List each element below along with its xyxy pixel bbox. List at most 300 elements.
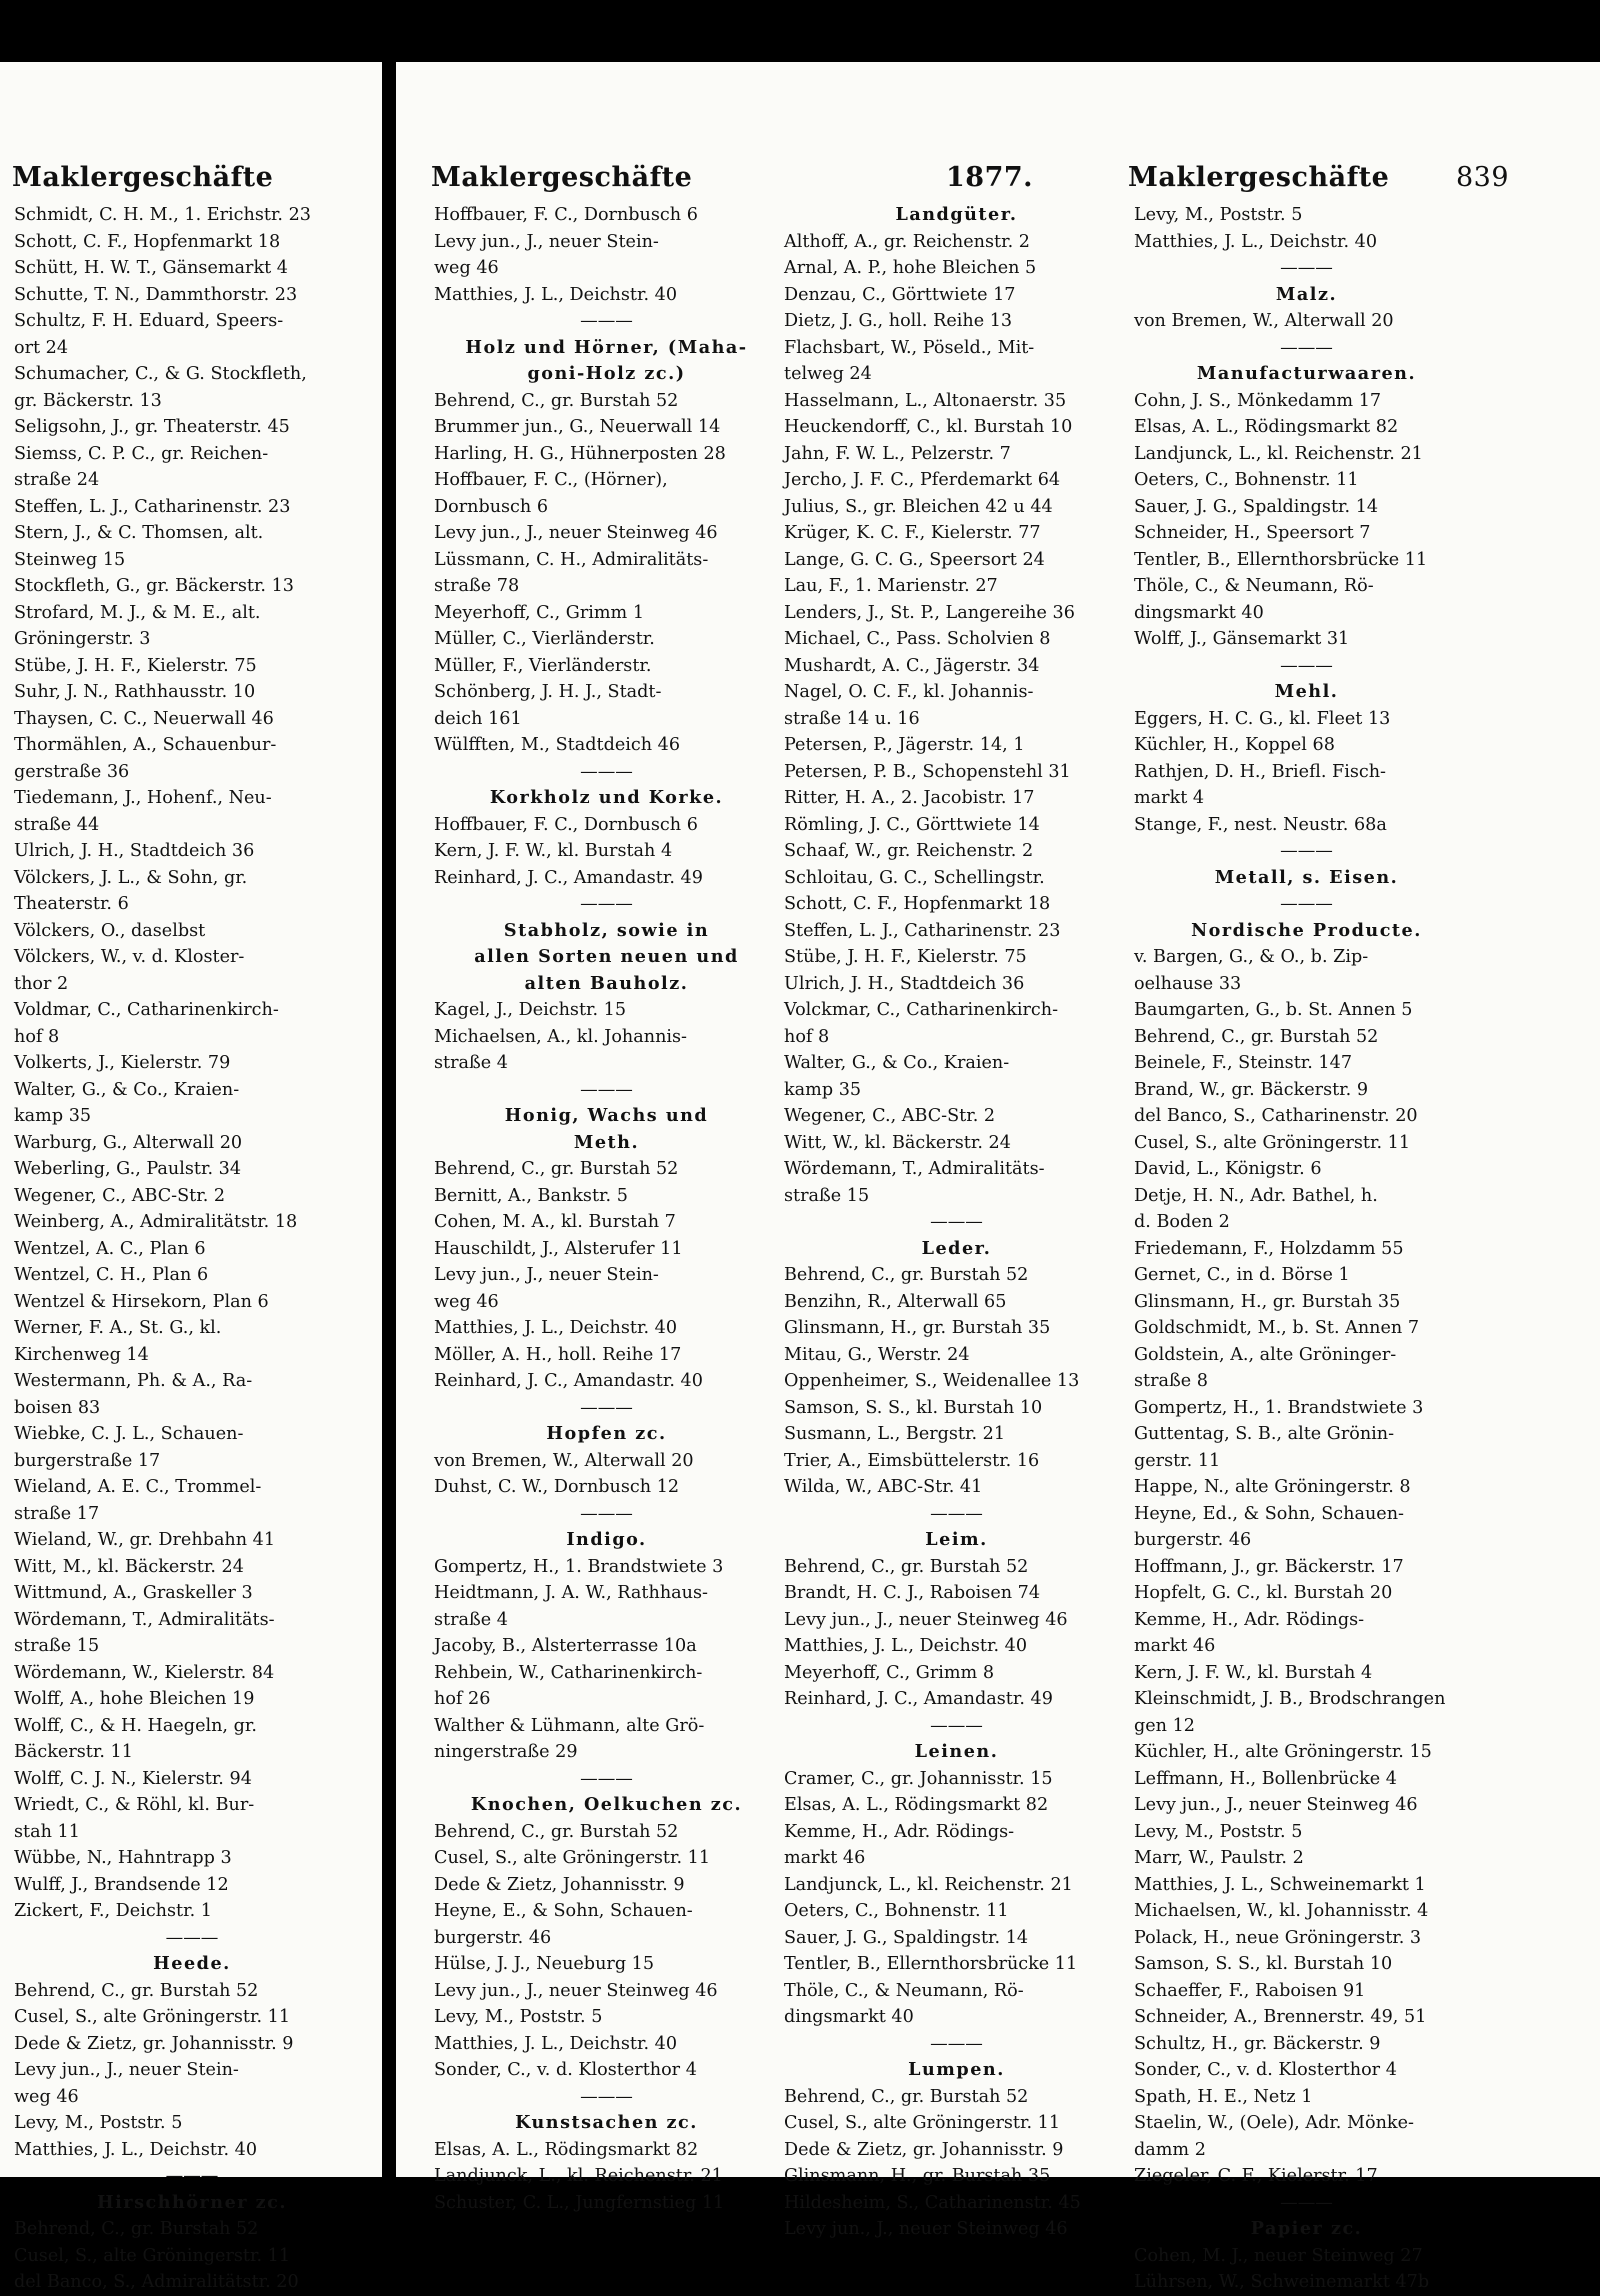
directory-entry: dingsmarkt 40 [1134,602,1264,623]
directory-entry: Jercho, J. F. C., Pferdemarkt 64 [784,470,1061,490]
section-heading: Meth. [573,1131,640,1153]
directory-entry: Steffen, L. J., Catharinenstr. 23 [14,496,291,517]
directory-entry: Schaaf, W., gr. Reichenstr. 2 [784,841,1034,861]
directory-entry: Matthies, J. L., Schweinemarkt 1 [1134,1874,1426,1895]
directory-entry: Werner, F. A., St. G., kl. [14,1318,222,1338]
directory-entry: Gernet, C., in d. Börse 1 [1134,1265,1350,1285]
directory-entry: Cohn, J. S., Mönkedamm 17 [1134,390,1382,411]
section-divider: ——— [580,311,633,331]
directory-entry: Stübe, J. H. F., Kielerstr. 75 [14,655,257,676]
directory-entry: markt 46 [1134,1636,1216,1656]
directory-entry: Cusel, S., alte Gröningerstr. 11 [14,2245,291,2266]
year-heading: 1877. [946,162,1034,193]
directory-entry: Schütt, H. W. T., Gänsemarkt 4 [14,258,288,278]
directory-entry: Landjunck, L., kl. Reichenstr. 21 [434,2166,723,2186]
section-divider: ——— [580,1503,633,1524]
section-divider: ——— [1280,841,1333,861]
directory-entry: Wilda, W., ABC-Str. 41 [784,1477,983,1497]
directory-entry: Landjunck, L., kl. Reichenstr. 21 [1134,443,1423,464]
section-divider: ——— [580,761,633,782]
directory-entry: Beinele, F., Steinstr. 147 [1134,1053,1353,1073]
directory-entry: Hopfelt, G. C., kl. Burstah 20 [1134,1583,1393,1603]
directory-entry: Weinberg, A., Admiralitätstr. 18 [14,1212,298,1232]
directory-entry: Wentzel, A. C., Plan 6 [14,1238,206,1259]
section-heading: Nordische Producte. [1191,919,1422,941]
section-divider: ——— [1280,655,1333,676]
directory-entry: Steffen, L. J., Catharinenstr. 23 [784,920,1061,941]
section-divider: ——— [1280,258,1333,278]
directory-entry: burgerstr. 46 [1134,1530,1252,1550]
directory-entry: Steinweg 15 [14,549,126,570]
directory-entry: Nagel, O. C. F., kl. Johannis- [784,682,1034,702]
section-heading: Leder. [921,1237,992,1259]
directory-entry: Schloitau, G. C., Schellingstr. [784,867,1045,888]
directory-entry: Hildesheim, S., Catharinenstr. 45 [784,2192,1081,2213]
directory-entry: v. Bargen, G., & O., b. Zip- [1134,947,1369,967]
directory-entry: Schott, C. F., Hopfenmarkt 18 [784,894,1051,914]
section-heading: Papier zc. [1250,2218,1363,2239]
directory-entry: Marr, W., Paulstr. 2 [1134,1848,1304,1868]
directory-entry: markt 46 [784,1848,866,1868]
directory-entry: Brandt, H. C. J., Raboisen 74 [784,1583,1041,1603]
directory-entry: Brummer jun., G., Neuerwall 14 [434,417,721,437]
section-divider: ——— [580,1397,633,1418]
directory-entry: Cohen, M. J., neuer Steinweg 27 [1134,2245,1423,2266]
directory-entry: Brand, W., gr. Bäckerstr. 9 [1134,1079,1369,1100]
directory-entry: Samson, S. S., kl. Burstah 10 [784,1397,1043,1418]
directory-entry: Matthies, J. L., Deichstr. 40 [434,2033,678,2054]
directory-entry: Behrend, C., gr. Burstah 52 [784,1265,1029,1285]
directory-entry: Thaysen, C. C., Neuerwall 46 [14,708,274,729]
directory-entry: Möller, A. H., holl. Reihe 17 [434,1344,682,1365]
directory-entry: Schumacher, C., & G. Stockfleth, [14,364,307,384]
directory-entry: Happe, N., alte Gröningerstr. 8 [1134,1477,1411,1497]
directory-entry: Behrend, C., gr. Burstah 52 [14,2219,259,2239]
directory-entry: markt 4 [1134,788,1205,808]
directory-entry: Mushardt, A. C., Jägerstr. 34 [784,655,1040,676]
directory-entry: Wördemann, W., Kielerstr. 84 [14,1662,275,1683]
directory-entry: Michael, C., Pass. Scholvien 8 [784,629,1051,649]
directory-entry: Sonder, C., v. d. Klosterthor 4 [1134,2060,1397,2080]
directory-entry: Voldmar, C., Catharinenkirch- [14,1000,279,1020]
directory-entry: Levy, M., Poststr. 5 [1134,1821,1303,1842]
directory-entry: gerstraße 36 [14,761,130,782]
directory-entry: Petersen, P., Jägerstr. 14, 1 [784,735,1025,755]
section-heading: Heede. [153,1953,231,1974]
section-heading: Landgüter. [895,204,1018,225]
directory-entry: von Bremen, W., Alterwall 20 [434,1450,694,1471]
directory-entry: Schultz, F. H. Eduard, Speers- [14,311,284,331]
directory-entry: Behrend, C., gr. Burstah 52 [784,1556,1029,1577]
directory-entry: Althoff, A., gr. Reichenstr. 2 [784,231,1030,252]
directory-entry: Westermann, Ph. & A., Ra- [14,1371,253,1391]
section-divider: ——— [1280,894,1333,914]
directory-entry: Küchler, H., Koppel 68 [1134,735,1335,755]
directory-entry: Dede & Zietz, Johannisstr. 9 [434,1874,685,1895]
directory-entry: Behrend, C., gr. Burstah 52 [1134,1026,1379,1047]
directory-entry: Meyerhoff, C., Grimm 8 [784,1662,995,1683]
section-heading: Metall, s. Eisen. [1214,866,1399,888]
directory-entry: Heidtmann, J. A. W., Rathhaus- [434,1583,708,1603]
directory-entry: Ritter, H. A., 2. Jacobistr. 17 [784,788,1035,808]
directory-entry: Behrend, C., gr. Burstah 52 [434,1821,679,1842]
directory-entry: Seligsohn, J., gr. Theaterstr. 45 [14,417,290,437]
directory-entry: Oeters, C., Bohnenstr. 11 [1134,470,1359,490]
directory-entry: Susmann, L., Bergstr. 21 [784,1424,1006,1444]
directory-entry: weg 46 [14,2086,79,2107]
directory-entry: Stockfleth, G., gr. Bäckerstr. 13 [14,576,294,596]
directory-entry: straße 15 [14,1636,100,1656]
directory-entry: Thöle, C., & Neumann, Rö- [1134,576,1374,596]
directory-entry: gerstr. 11 [1134,1450,1221,1471]
section-heading: Mehl. [1274,681,1339,702]
directory-entry: Wentzel, C. H., Plan 6 [14,1265,209,1285]
directory-entry: Denzau, C., Görttwiete 17 [784,284,1016,305]
directory-entry: Stange, F., nest. Neustr. 68a [1134,814,1387,835]
directory-entry: burgerstr. 46 [434,1927,552,1948]
section-divider: ——— [930,1503,983,1524]
directory-entry: Stübe, J. H. F., Kielerstr. 75 [784,947,1027,967]
directory-entry: straße 4 [434,1609,508,1630]
section-heading: Honig, Wachs und [504,1105,709,1126]
directory-entry: Levy jun., J., neuer Stein- [434,231,659,252]
directory-entry: Kirchenweg 14 [14,1344,149,1365]
directory-entry: Rathjen, D. H., Briefl. Fisch- [1134,761,1386,782]
directory-entry: Wolff, C. J. N., Kielerstr. 94 [14,1768,252,1789]
directory-entry: Trier, A., Eimsbüttelerstr. 16 [784,1450,1040,1471]
directory-entry: Wördemann, T., Admiralitäts- [784,1159,1045,1179]
directory-entry: Levy jun., J., neuer Steinweg 46 [784,2219,1068,2239]
directory-entry: Spath, H. E., Netz 1 [1134,2086,1313,2107]
directory-entry: Wegener, C., ABC-Str. 2 [784,1106,996,1126]
directory-entry: Wulff, J., Brandsende 12 [14,1874,229,1895]
directory-entry: Schuster, C. L., Jungfernstieg 11 [434,2192,725,2213]
directory-entry: Glinsmann, H., gr. Burstah 35 [1134,1291,1401,1312]
directory-entry: Elsas, A. L., Rödingsmarkt 82 [784,1795,1049,1815]
directory-entry: Cusel, S., alte Gröningerstr. 11 [14,2007,291,2027]
directory-entry: Kemme, H., Adr. Rödings- [1134,1609,1365,1630]
directory-entry: Witt, M., kl. Bäckerstr. 24 [14,1556,244,1577]
directory-entry: Heyne, Ed., & Sohn, Schauen- [1134,1503,1404,1524]
section-heading: alten Bauholz. [524,972,689,994]
directory-entry: Detje, H. N., Adr. Bathel, h. [1134,1185,1378,1206]
directory-entry: Behrend, C., gr. Burstah 52 [14,1980,259,2001]
directory-entry: Kleinschmidt, J. B., Brodschrangen [1134,1689,1446,1709]
directory-entry: Schneider, H., Speersort 7 [1134,523,1371,543]
directory-entry: Thormählen, A., Schauenbur- [14,735,277,755]
directory-entry: Flachsbart, W., Pöseld., Mit- [784,337,1035,358]
right-header-right: Maklergeschäfte [1128,162,1390,193]
directory-entry: Dietz, J. G., holl. Reihe 13 [784,311,1013,331]
page-number: 839 [1456,162,1510,193]
directory-entry: David, L., Königstr. 6 [1134,1159,1322,1179]
directory-entry: Stern, J., & C. Thomsen, alt. [14,523,264,543]
directory-entry: Reinhard, J. C., Amandastr. 49 [434,867,703,888]
directory-entry: gr. Bäckerstr. 13 [14,390,162,411]
section-heading: Holz und Hörner, (Maha- [465,336,748,358]
directory-entry: Samson, S. S., kl. Burstah 10 [1134,1954,1393,1974]
directory-entry: Reinhard, J. C., Amandastr. 49 [784,1689,1053,1709]
right-column-1 [434,202,779,2216]
section-heading: Knochen, Oelkuchen zc. [470,1794,743,1815]
directory-entry: Wriedt, C., & Röhl, kl. Bur- [14,1795,255,1815]
section-heading: allen Sorten neuen und [474,946,739,967]
section-divider: ——— [1280,337,1333,358]
directory-entry: Dede & Zietz, gr. Johannisstr. 9 [14,2033,294,2054]
directory-entry: Schmidt, C. H. M., 1. Erichstr. 23 [14,205,311,225]
directory-entry: Sauer, J. G., Spaldingstr. 14 [1134,496,1379,517]
directory-entry: Wegener, C., ABC-Str. 2 [14,1185,226,1206]
right-column-3 [1134,202,1479,2296]
directory-entry: telweg 24 [784,364,872,384]
directory-entry: Bäckerstr. 11 [14,1742,133,1762]
section-divider: ——— [930,2033,983,2054]
directory-entry: Hoffbauer, F. C., Dornbusch 6 [434,205,698,225]
directory-entry: Dornbusch 6 [434,496,549,517]
directory-entry: Michaelsen, W., kl. Johannisstr. 4 [1134,1901,1429,1921]
directory-entry: Thöle, C., & Neumann, Rö- [784,1980,1024,2001]
directory-entry: Römling, J. C., Görttwiete 14 [784,814,1040,835]
directory-entry: Eggers, H. C. G., kl. Fleet 13 [1134,708,1391,729]
directory-entry: Völckers, O., daselbst [14,920,206,941]
section-heading: Korkholz und Korke. [489,787,724,808]
directory-entry: Weberling, G., Paulstr. 34 [14,1159,242,1179]
directory-entry: Volkerts, J., Kielerstr. 79 [14,1053,231,1073]
directory-entry: Matthies, J. L., Deichstr. 40 [434,284,678,305]
directory-entry: Elsas, A. L., Rödingsmarkt 82 [434,2139,699,2160]
section-divider: ——— [580,1768,633,1789]
directory-entry: hof 8 [784,1026,830,1047]
directory-entry: Levy, M., Poststr. 5 [14,2113,183,2133]
directory-entry: Müller, C., Vierländerstr. [434,629,655,649]
directory-entry: Cusel, S., alte Gröningerstr. 11 [784,2113,1061,2133]
directory-entry: Leffmann, H., Bollenbrücke 4 [1134,1768,1397,1789]
directory-entry: straße 15 [784,1185,870,1206]
directory-entry: Gompertz, H., 1. Brandstwiete 3 [434,1556,724,1577]
directory-entry: Matthies, J. L., Deichstr. 40 [784,1636,1028,1656]
left-column [14,202,370,2296]
directory-entry: Cohen, M. A., kl. Burstah 7 [434,1212,676,1232]
directory-entry: ort 24 [14,337,69,358]
directory-entry: Levy jun., J., neuer Stein- [434,1265,659,1285]
directory-entry: Kern, J. F. W., kl. Burstah 4 [434,841,673,861]
directory-entry: Rehbein, W., Catharinenkirch- [434,1662,703,1683]
section-divider: ——— [165,1927,219,1948]
directory-entry: Reinhard, J. C., Amandastr. 40 [434,1371,703,1391]
directory-entry: Walter, G., & Co., Kraien- [14,1079,240,1100]
directory-entry: Witt, W., kl. Bäckerstr. 24 [784,1132,1011,1153]
directory-entry: Meyerhoff, C., Grimm 1 [434,602,645,623]
directory-entry: Goldstein, A., alte Gröninger- [1134,1344,1397,1365]
directory-entry: Kagel, J., Deichstr. 15 [434,1000,627,1020]
directory-entry: straße 44 [14,814,100,835]
directory-entry: Hoffbauer, F. C., (Hörner), [434,470,668,490]
directory-entry: Benzihn, R., Alterwall 65 [784,1291,1007,1312]
directory-entry: Hasselmann, L., Altonaerstr. 35 [784,390,1067,411]
directory-entry: Harling, H. G., Hühnerposten 28 [434,443,726,464]
directory-entry: del Banco, S., Admiralitätstr. 20 [14,2272,299,2292]
section-divider: ——— [165,2166,219,2186]
directory-entry: Schaeffer, F., Raboisen 91 [1134,1980,1366,2001]
directory-entry: Zickert, F., Deichstr. 1 [14,1901,212,1921]
directory-entry: Hülse, J. J., Neueburg 15 [434,1954,655,1974]
directory-entry: straße 24 [14,470,100,490]
directory-entry: Schultz, H., gr. Bäckerstr. 9 [1134,2033,1381,2054]
directory-entry: Suhr, J. N., Rathhausstr. 10 [14,682,256,702]
directory-entry: dingsmarkt 40 [784,2007,914,2027]
directory-entry: Völckers, W., v. d. Kloster- [14,947,245,967]
section-heading: Malz. [1275,283,1338,305]
directory-entry: Cramer, C., gr. Johannisstr. 15 [784,1768,1053,1789]
directory-entry: boisen 83 [14,1397,101,1418]
section-heading: Manufacturwaaren. [1196,363,1417,384]
directory-entry: Ulrich, J. H., Stadtdeich 36 [14,841,255,861]
section-divider: ——— [580,1079,633,1100]
section-heading: Lumpen. [908,2059,1005,2080]
directory-entry: Levy jun., J., neuer Stein- [14,2060,239,2080]
directory-entry: Behrend, C., gr. Burstah 52 [434,1159,679,1179]
directory-entry: Küchler, H., alte Gröningerstr. 15 [1134,1742,1432,1762]
directory-entry: Levy, M., Poststr. 5 [434,2007,603,2027]
directory-entry: Wolff, J., Gänsemarkt 31 [1134,629,1350,649]
directory-entry: Polack, H., neue Gröningerstr. 3 [1134,1927,1422,1948]
right-column-2 [784,202,1129,2243]
directory-entry: kamp 35 [784,1079,862,1100]
directory-entry: Lange, G. C. G., Speersort 24 [784,549,1045,570]
directory-entry: Tiedemann, J., Hohenf., Neu- [14,788,272,808]
directory-entry: straße 8 [1134,1371,1208,1391]
directory-entry: Warburg, G., Alterwall 20 [14,1132,243,1153]
directory-entry: burgerstraße 17 [14,1450,161,1471]
section-divider: ——— [580,894,633,914]
directory-entry: Matthies, J. L., Deichstr. 40 [14,2139,258,2160]
directory-entry: Baumgarten, G., b. St. Annen 5 [1134,1000,1413,1020]
directory-entry: Jacoby, B., Alsterterrasse 10a [434,1636,697,1656]
directory-entry: Gompertz, H., 1. Brandstwiete 3 [1134,1397,1424,1418]
directory-entry: Kemme, H., Adr. Rödings- [784,1821,1015,1842]
directory-entry: Wiebke, C. J. L., Schauen- [14,1424,244,1444]
directory-entry: Levy jun., J., neuer Steinweg 46 [784,1609,1068,1630]
section-heading: Hopfen zc. [546,1423,667,1444]
directory-entry: Glinsmann, H., gr. Burstah 35 [784,2166,1051,2186]
directory-entry: Cusel, S., alte Gröningerstr. 11 [1134,1132,1411,1153]
directory-entry: deich 161 [434,708,522,729]
directory-entry: Goldschmidt, M., b. St. Annen 7 [1134,1318,1420,1338]
directory-entry: Wülfften, M., Stadtdeich 46 [434,735,681,755]
directory-entry: Bernitt, A., Bankstr. 5 [434,1185,628,1206]
directory-entry: Kern, J. F. W., kl. Burstah 4 [1134,1662,1373,1683]
directory-entry: Völckers, J. L., & Sohn, gr. [14,867,248,888]
directory-entry: Friedemann, F., Holzdamm 55 [1134,1238,1404,1259]
directory-entry: Petersen, P. B., Schopenstehl 31 [784,761,1071,782]
directory-entry: Gröningerstr. 3 [14,629,151,649]
directory-entry: Levy, M., Poststr. 5 [1134,205,1303,225]
directory-entry: Müller, F., Vierländerstr. [434,655,652,676]
directory-entry: straße 4 [434,1053,508,1073]
directory-entry: Wieland, A. E. C., Trommel- [14,1477,262,1497]
directory-entry: Lau, F., 1. Marienstr. 27 [784,576,998,596]
directory-entry: Duhst, C. W., Dornbusch 12 [434,1477,680,1497]
directory-entry: hof 8 [14,1026,60,1047]
directory-entry: gen 12 [1134,1715,1195,1736]
directory-entry: Walther & Lühmann, alte Grö- [434,1715,705,1736]
directory-entry: Oeters, C., Bohnenstr. 11 [784,1901,1009,1921]
directory-entry: Wördemann, T., Admiralitäts- [14,1609,275,1630]
directory-entry: Landjunck, L., kl. Reichenstr. 21 [784,1874,1073,1895]
directory-entry: Ulrich, J. H., Stadtdeich 36 [784,973,1025,994]
directory-entry: Guttentag, S. B., alte Grönin- [1134,1424,1395,1444]
section-heading: Leim. [925,1529,988,1550]
directory-entry: Theaterstr. 6 [14,894,129,914]
directory-entry: oelhause 33 [1134,973,1242,994]
directory-entry: Arnal, A. P., hohe Bleichen 5 [784,258,1037,278]
directory-entry: straße 17 [14,1503,100,1524]
directory-entry: ningerstraße 29 [434,1742,578,1762]
directory-entry: Schönberg, J. H. J., Stadt- [434,682,662,702]
directory-entry: straße 14 u. 16 [784,708,920,729]
directory-entry: Heyne, E., & Sohn, Schauen- [434,1901,693,1921]
directory-entry: Behrend, C., gr. Burstah 52 [434,390,679,411]
right-header-left: Maklergeschäfte [431,162,693,193]
directory-entry: Tentler, B., Ellernthorsbrücke 11 [784,1954,1078,1974]
directory-entry: thor 2 [14,973,69,994]
directory-entry: Staelin, W., (Oele), Adr. Mönke- [1134,2113,1414,2133]
directory-entry: Julius, S., gr. Bleichen 42 u 44 [784,496,1053,517]
directory-entry: Jahn, F. W. L., Pelzerstr. 7 [784,443,1011,464]
directory-entry: Oppenheimer, S., Weidenallee 13 [784,1371,1080,1391]
directory-entry: Matthies, J. L., Deichstr. 40 [434,1318,678,1338]
directory-entry: Michaelsen, A., kl. Johannis- [434,1026,687,1047]
directory-entry: Lüssmann, C. H., Admiralitäts- [434,549,709,570]
directory-entry: Wolff, A., hohe Bleichen 19 [14,1689,255,1709]
directory-entry: del Banco, S., Catharinenstr. 20 [1134,1106,1418,1126]
directory-entry: Wittmund, A., Graskeller 3 [14,1583,253,1603]
directory-entry: Siemss, C. P. C., gr. Reichen- [14,443,269,464]
directory-entry: Wolff, C., & H. Haegeln, gr. [14,1715,257,1736]
directory-entry: Schott, C. F., Hopfenmarkt 18 [14,231,281,252]
directory-entry: Volckmar, C., Catharinenkirch- [784,1000,1059,1020]
directory-entry: Dede & Zietz, gr. Johannisstr. 9 [784,2139,1064,2160]
directory-entry: Levy jun., J., neuer Steinweg 46 [1134,1795,1418,1815]
directory-entry: Lührsen, W., Schweinemarkt 47b [1134,2272,1430,2292]
directory-entry: Krüger, K. C. F., Kielerstr. 77 [784,523,1041,543]
directory-entry: Schneider, A., Brennerstr. 49, 51 [1134,2007,1427,2027]
left-page-header: Maklergeschäfte [12,162,274,193]
section-divider: ——— [930,1715,983,1736]
directory-entry: Matthies, J. L., Deichstr. 40 [1134,231,1378,252]
section-heading: goni-Holz zc.) [527,363,686,384]
directory-entry: von Bremen, W., Alterwall 20 [1134,311,1394,331]
section-heading: Leinen. [914,1741,999,1762]
directory-entry: Sauer, J. G., Spaldingstr. 14 [784,1927,1029,1948]
section-heading: Stabholz, sowie in [503,919,710,941]
section-divider: ——— [1280,2192,1333,2213]
directory-entry: hof 26 [434,1689,491,1709]
directory-entry: Tentler, B., Ellernthorsbrücke 11 [1134,549,1428,570]
directory-entry: kamp 35 [14,1106,92,1126]
directory-entry: Behrend, C., gr. Burstah 52 [784,2086,1029,2107]
section-heading: Kunstsachen zc. [515,2112,698,2133]
directory-entry: Ziegeler, C. F., Kielerstr. 17 [1134,2166,1378,2186]
section-divider: ——— [930,1212,983,1232]
left-page [0,62,382,2292]
directory-entry: d. Boden 2 [1134,1212,1230,1232]
directory-entry: Lenders, J., St. P., Langereihe 36 [784,602,1075,623]
directory-entry: Cusel, S., alte Gröningerstr. 11 [434,1848,711,1868]
directory-entry: straße 78 [434,576,520,596]
section-heading: Hirschhörner zc. [97,2191,287,2213]
directory-entry: Wieland, W., gr. Drehbahn 41 [14,1530,276,1550]
